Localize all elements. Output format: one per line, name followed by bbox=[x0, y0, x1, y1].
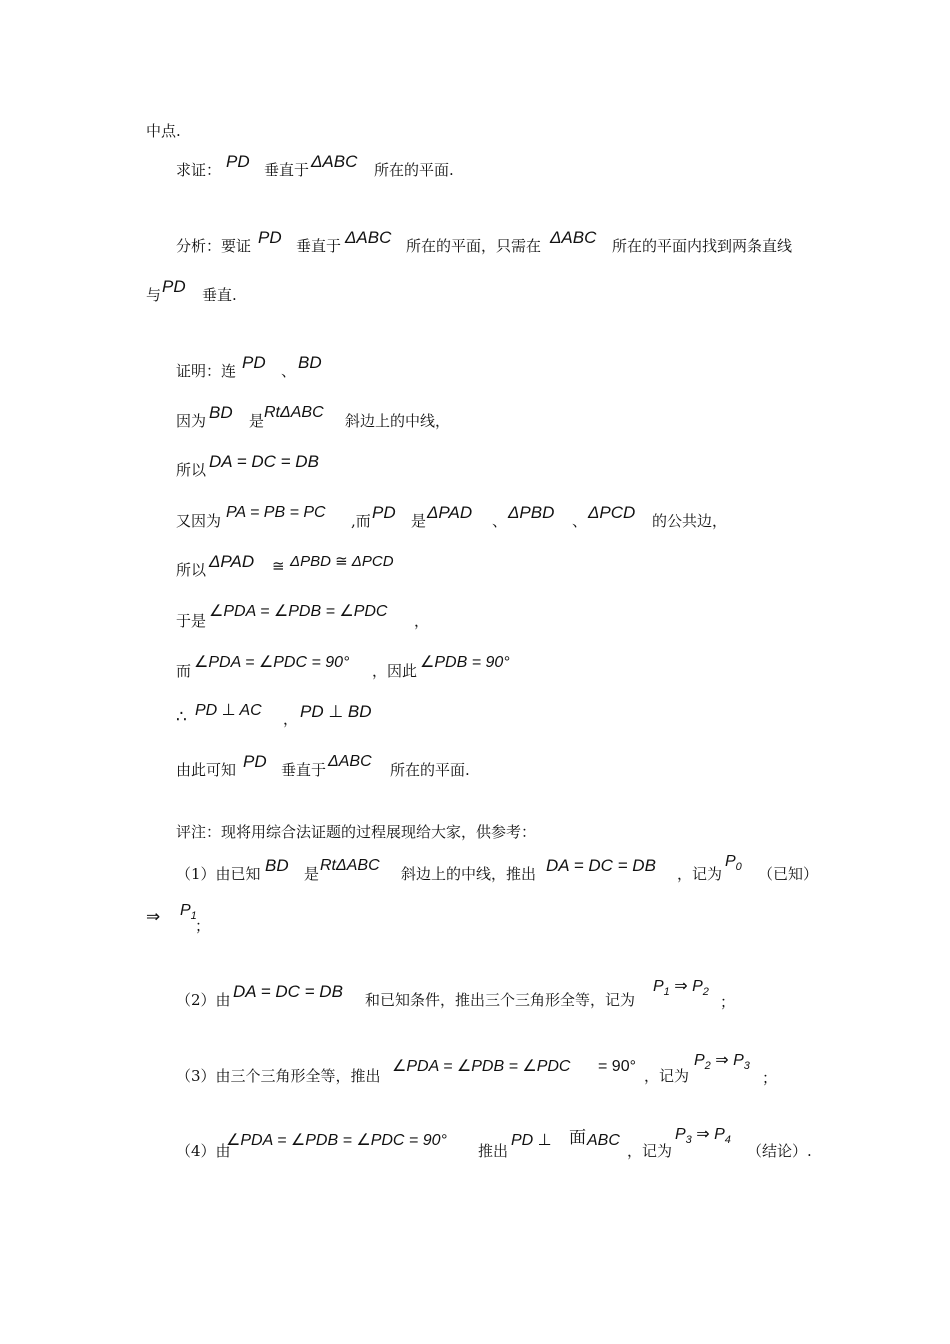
prove-label: 求证： bbox=[176, 161, 222, 179]
text-given: （已知） bbox=[758, 865, 819, 883]
math-pdb-90: ∠PDB = 90° bbox=[420, 654, 510, 671]
math-pd: PD bbox=[162, 277, 186, 296]
text-semicolon: ； bbox=[720, 993, 736, 1011]
text-thus: 于是 bbox=[176, 612, 207, 630]
congruent-symbol: ≅ bbox=[272, 557, 285, 575]
text-is: 是 bbox=[304, 865, 320, 883]
math-triangle-abc: ΔABC bbox=[311, 152, 358, 171]
text-perpendicular-to: 垂直于 bbox=[264, 161, 310, 179]
math-p1-implies-p2: $P_1$ ⇒ $P_2$ bbox=[653, 978, 709, 998]
step-4-label: （4）由 bbox=[176, 1142, 231, 1160]
math-angles-equal: ∠PDA = ∠PDB = ∠PDC bbox=[392, 1058, 571, 1075]
math-pd: PD bbox=[226, 152, 250, 171]
therefore-symbol: ∴ bbox=[176, 707, 187, 727]
math-triangle-abc: ΔABC bbox=[345, 228, 392, 247]
text-find-two-lines: 所在的平面内找到两条直线 bbox=[612, 237, 793, 255]
text-hence: ，因此 bbox=[372, 662, 418, 680]
math-equals-90: = 90° bbox=[598, 1058, 636, 1075]
text-conclusion: （结论）. bbox=[747, 1142, 812, 1160]
math-angles-90: ∠PDA = ∠PDC = 90° bbox=[194, 654, 350, 671]
math-triangle-pbd: ΔPBD bbox=[508, 503, 555, 522]
text-because: 因为 bbox=[176, 412, 207, 430]
text-is: 是 bbox=[249, 412, 265, 430]
math-abc: ABC bbox=[587, 1132, 620, 1149]
text-semicolon: ； bbox=[762, 1069, 778, 1087]
text-therefore: 所以 bbox=[176, 461, 207, 479]
text-plane: 所在的平面. bbox=[390, 761, 470, 779]
text-semicolon: ； bbox=[195, 917, 211, 935]
math-bd: BD bbox=[265, 856, 289, 875]
math-bd: BD bbox=[298, 353, 322, 372]
math-triangle-pcd: ΔPCD bbox=[588, 503, 636, 522]
text-is: 是 bbox=[411, 512, 427, 530]
text-common-side: 的公共边， bbox=[652, 512, 728, 530]
math-triangle-abc: ΔABC bbox=[550, 228, 597, 247]
math-pd-perp-bd: PD ⊥ BD bbox=[300, 702, 372, 721]
text-plane-face: 面 bbox=[569, 1128, 586, 1148]
text-denote: ，记为 bbox=[644, 1067, 690, 1085]
math-p2-implies-p3: $P_2$ ⇒ $P_3$ bbox=[694, 1052, 750, 1072]
math-pd: PD bbox=[372, 503, 396, 522]
text-plane: 所在的平面. bbox=[374, 161, 454, 179]
text-comma: 、 bbox=[281, 362, 297, 380]
math-triangle-abc: ΔABC bbox=[328, 753, 372, 770]
text-median-hypotenuse: 斜边上的中线， bbox=[345, 412, 451, 430]
text-hence-known: 由此可知 bbox=[176, 761, 237, 779]
math-pd: PD bbox=[242, 353, 266, 372]
math-da-dc-db: DA = DC = DB bbox=[209, 452, 319, 471]
text-midpoint: 中点. bbox=[146, 122, 181, 140]
text-perpendicular: 垂直. bbox=[202, 286, 237, 304]
math-angles-equal: ∠PDA = ∠PDB = ∠PDC bbox=[209, 603, 388, 620]
text-with: 与 bbox=[146, 286, 162, 304]
text-denote: ，记为 bbox=[677, 865, 723, 883]
analysis-label: 分析：要证 bbox=[176, 237, 252, 255]
math-pd: PD bbox=[243, 752, 267, 771]
math-rt-triangle-abc: RtΔABC bbox=[320, 857, 380, 874]
math-angles-all-90: ∠PDA = ∠PDB = ∠PDC = 90° bbox=[226, 1132, 447, 1149]
text-three-congruent: 和已知条件，推出三个三角形全等，记为 bbox=[365, 991, 636, 1009]
text-derive: 推出 bbox=[478, 1142, 509, 1160]
implies-arrow: ⇒ bbox=[146, 907, 161, 927]
math-p0: $P_0$ bbox=[725, 853, 742, 873]
text-therefore: 所以 bbox=[176, 561, 207, 579]
step-2-label: （2）由 bbox=[176, 991, 231, 1009]
text-also-because: 又因为 bbox=[176, 512, 222, 530]
text-comma: ， bbox=[414, 612, 430, 630]
text-comma: ， bbox=[283, 710, 299, 728]
text-and: ,而 bbox=[351, 512, 371, 530]
math-p1: $P_1$ bbox=[180, 902, 197, 922]
text-comma: 、 bbox=[572, 512, 588, 530]
text-and: 而 bbox=[176, 662, 192, 680]
proof-label: 证明：连 bbox=[176, 362, 237, 380]
text-denote: ，记为 bbox=[627, 1142, 673, 1160]
text-perpendicular-to: 垂直于 bbox=[281, 761, 327, 779]
text-median-derive: 斜边上的中线，推出 bbox=[401, 865, 537, 883]
math-da-dc-db: DA = DC = DB bbox=[546, 856, 656, 875]
math-triangle-pad: ΔPAD bbox=[427, 503, 473, 522]
math-da-dc-db: DA = DC = DB bbox=[233, 982, 343, 1001]
math-p3-implies-p4: $P_3$ ⇒ $P_4$ bbox=[675, 1126, 731, 1146]
math-triangle-pad: ΔPAD bbox=[209, 552, 255, 571]
math-pd-perp-ac: PD ⊥ AC bbox=[195, 702, 262, 719]
text-plane-only-need: 所在的平面，只需在 bbox=[406, 237, 542, 255]
text-comma: 、 bbox=[492, 512, 508, 530]
math-pd: PD bbox=[258, 228, 282, 247]
math-rt-triangle-abc: RtΔABC bbox=[264, 404, 324, 421]
math-pd-perp: PD ⊥ bbox=[511, 1132, 552, 1149]
math-bd: BD bbox=[209, 403, 233, 422]
step-3-label: （3）由三个三角形全等，推出 bbox=[176, 1067, 381, 1085]
math-triangles-congruent: ΔPBD ≅ ΔPCD bbox=[290, 553, 394, 570]
text-perpendicular-to: 垂直于 bbox=[296, 237, 342, 255]
math-pa-pb-pc: PA = PB = PC bbox=[226, 504, 326, 521]
step-1-label: （1）由已知 bbox=[176, 865, 261, 883]
comment-intro: 评注：现将用综合法证题的过程展现给大家，供参考： bbox=[176, 823, 537, 841]
